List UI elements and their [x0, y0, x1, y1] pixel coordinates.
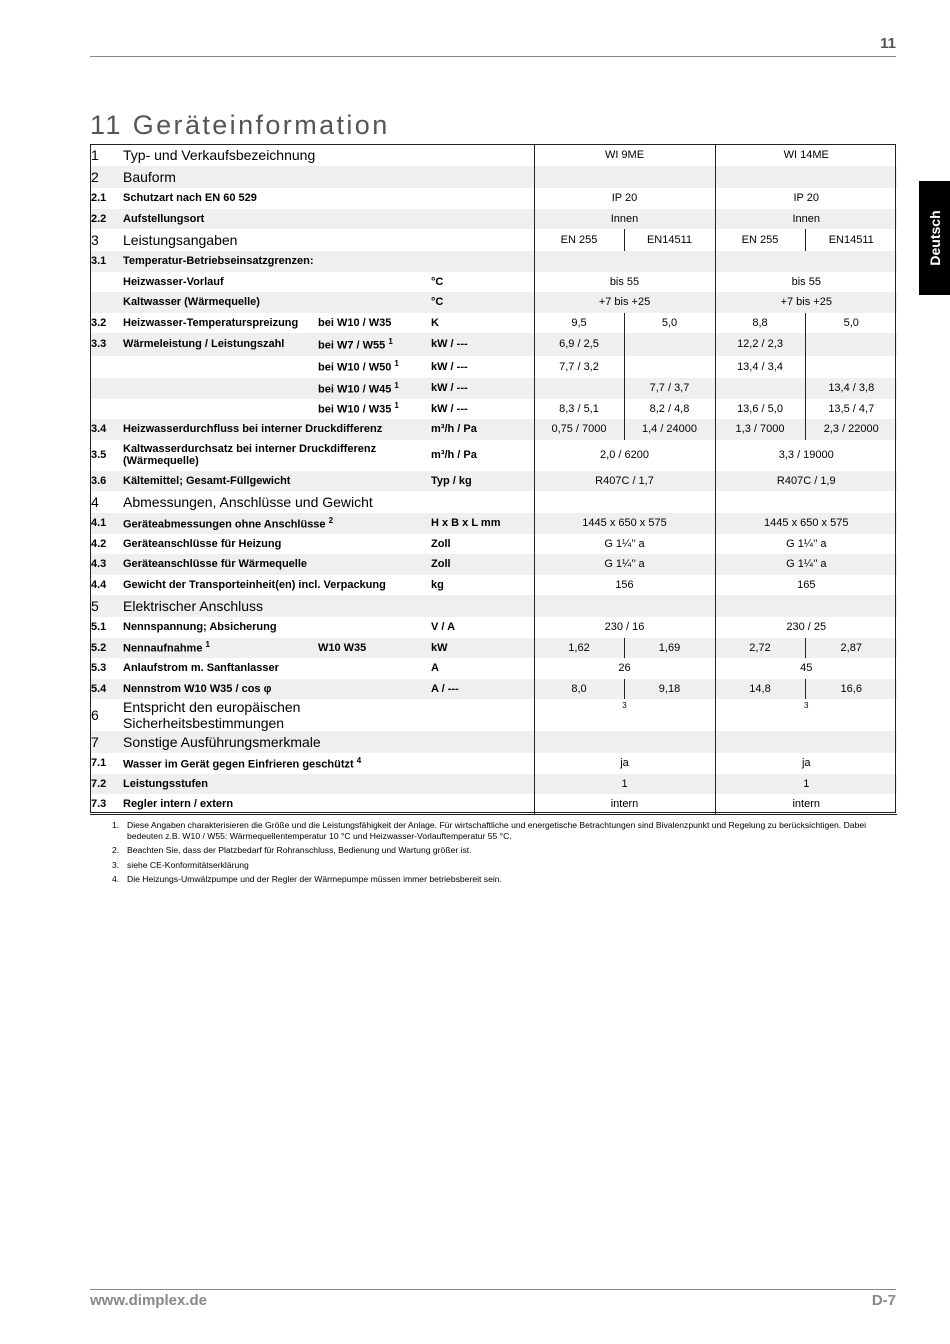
row-number: 4.4 — [91, 578, 107, 591]
value-wi9me — [534, 491, 715, 513]
value-wi9me: Innen — [534, 209, 715, 230]
header-rule — [90, 56, 896, 57]
table-row — [90, 638, 897, 659]
row-unit: kW — [431, 638, 534, 659]
value-wi9me: bis 55 — [534, 272, 715, 293]
row-unit — [431, 229, 534, 251]
row-number — [90, 356, 123, 379]
footnote-ref: 1 — [388, 336, 393, 346]
row-unit: kW / --- — [431, 333, 534, 356]
footnote — [112, 845, 882, 856]
value-wi14me — [715, 731, 897, 753]
value-wi9me — [534, 731, 715, 753]
value-wi9me: +7 bis +25 — [534, 292, 715, 313]
row-unit: m³/h / Pa — [431, 419, 534, 440]
row-label: Nennspannung; Absicherung — [123, 621, 277, 634]
row-unit — [431, 144, 534, 166]
row-number — [90, 292, 123, 313]
table-row — [90, 356, 897, 379]
row-unit — [431, 491, 534, 513]
value-wi9me-b — [624, 333, 715, 356]
value-wi14me — [715, 491, 897, 513]
row-unit: V / A — [431, 621, 456, 634]
value-wi14me: G 1¼’’ a — [715, 534, 897, 555]
table-row — [90, 575, 897, 596]
row-unit — [431, 595, 534, 617]
row-label: Nennaufnahme $^1$ — [123, 638, 318, 659]
value-wi14me-a: 2,72 — [715, 638, 805, 659]
value-wi14me: 165 — [715, 575, 897, 596]
table-row — [90, 794, 897, 815]
row-label: Kältemittel; Gesamt-Füllgewicht — [123, 471, 431, 492]
value-wi9me-a — [534, 378, 624, 399]
value-wi14me-a: 8,8 — [715, 313, 805, 334]
value-wi9me-b: 5,0 — [624, 313, 715, 334]
value-wi14me-b: 2,3 / 22000 — [805, 419, 897, 440]
footnote-number: 2. — [112, 845, 120, 855]
row-condition: bei W7 / W55 $^1$ — [318, 333, 431, 356]
row-label — [123, 399, 318, 420]
table-row — [90, 209, 897, 230]
row-unit — [431, 699, 534, 731]
value-wi9me — [534, 251, 715, 272]
row-number: 3.3 — [90, 333, 123, 356]
row-number: 4 — [91, 494, 99, 510]
value-wi14me: 45 — [715, 658, 897, 679]
table-row — [90, 658, 897, 679]
value-wi9me-b: 1,69 — [624, 638, 715, 659]
value-wi9me: G 1¼’’ a — [534, 534, 715, 555]
value-wi14me-b: EN14511 — [805, 229, 897, 251]
row-number: 7.1 — [91, 757, 107, 770]
row-label — [123, 356, 318, 379]
row-label: Geräteanschlüsse für Heizung — [123, 537, 282, 550]
value-wi14me — [715, 251, 897, 272]
table-row — [90, 419, 897, 440]
value-wi14me: 3,3 / 19000 — [715, 440, 897, 471]
row-unit: Zoll — [431, 554, 534, 575]
spec-table — [90, 144, 897, 815]
value-wi9me-a: 1,62 — [534, 638, 624, 659]
row-condition: bei W10 / W50 $^1$ — [318, 359, 399, 375]
footnote-ref: 1 — [394, 359, 399, 369]
row-number: 2 — [90, 166, 123, 188]
value-wi14me-a: EN 255 — [715, 229, 805, 251]
value-wi9me-a: 0,75 / 7000 — [534, 419, 624, 440]
value-wi14me-b: 16,6 — [805, 679, 897, 700]
value-wi9me: 230 / 16 — [534, 617, 715, 638]
row-label: Leistungsstufen — [123, 774, 431, 795]
row-label: Entspricht den europäischen Sicherheitsbestimmungen — [123, 699, 301, 731]
table-row — [90, 731, 897, 753]
row-number: 6 — [91, 707, 99, 723]
value-wi9me: 3 — [534, 699, 715, 731]
footnote-ref: 1 — [205, 640, 210, 650]
value-wi9me: R407C / 1,7 — [534, 471, 715, 492]
value-wi14me: IP 20 — [715, 188, 897, 209]
value-wi14me-b: 2,87 — [805, 638, 897, 659]
row-unit: K — [431, 316, 439, 329]
chapter-number: 11 — [880, 35, 896, 52]
value-wi9me-a: 8,0 — [534, 679, 624, 700]
row-label: Temperatur-Betriebseinsatzgrenzen: — [123, 251, 431, 272]
row-unit — [431, 166, 534, 188]
value-wi14me: R407C / 1,9 — [715, 471, 897, 492]
footnote-text: Beachten Sie, dass der Platzbedarf für Rohranschluss, Bedienung und Wartung größer ist. — [127, 845, 472, 855]
value-wi9me: 1445 x 650 x 575 — [534, 513, 715, 534]
row-label: Heizwasserdurchfluss bei interner Druckdifferenz — [123, 419, 431, 440]
row-number — [90, 399, 123, 420]
value-wi14me: 3 — [715, 699, 897, 731]
value-wi9me: 1 — [534, 774, 715, 795]
row-condition: bei W10 / W45 $^1$ — [318, 378, 431, 399]
row-label: Geräteanschlüsse für Wärmequelle — [123, 554, 431, 575]
row-unit: A / --- — [431, 679, 534, 700]
table-row — [90, 333, 897, 356]
row-number: 2.2 — [90, 209, 123, 230]
row-unit: A — [431, 662, 439, 675]
value-wi14me-b — [805, 356, 897, 379]
row-unit — [431, 188, 534, 209]
row-number: 1 — [91, 147, 99, 163]
footnote-number: 1. — [112, 820, 120, 830]
row-number: 3.4 — [90, 419, 123, 440]
value-wi14me: G 1¼’’ a — [715, 554, 897, 575]
value-wi9me: ja — [534, 753, 715, 774]
value-wi14me-b: 13,4 / 3,8 — [805, 378, 897, 399]
row-label: Geräteabmessungen ohne Anschlüsse $^2$ — [123, 513, 431, 534]
row-number: 7.3 — [90, 794, 123, 815]
footer-page-number: D-7 — [871, 1292, 896, 1309]
table-row — [90, 554, 897, 575]
footnote-ref: 1 — [394, 401, 399, 411]
value-wi14me-a: 13,6 / 5,0 — [715, 399, 805, 420]
value-wi14me-b: 13,5 / 4,7 — [805, 399, 897, 420]
row-number: 3.5 — [91, 449, 107, 461]
row-label: Elektrischer Anschluss — [123, 595, 431, 617]
table-row — [90, 774, 897, 795]
table-row — [90, 440, 897, 471]
language-tab-label: Deutsch — [926, 210, 943, 266]
table-row — [90, 491, 897, 513]
value-wi9me: 2,0 / 6200 — [534, 440, 715, 471]
value-wi9me — [534, 166, 715, 188]
value-wi14me: Innen — [715, 209, 897, 230]
row-number: 5.2 — [90, 638, 123, 659]
footnote-text: Diese Angaben charakterisieren die Größe und die Leistungsfähigkeit der Anlage. Für wirtschaftliche und energetische Betrachtungen sind Bivalenzpunkt und Regelung zu berücksichtigen. Dabei bedeuten z.B. W10 / W55: Wärmequellentemperatur 10 °C und Heizwasser-Vorlauftemperatur 55 °C. — [127, 820, 867, 841]
row-label: Heizwasser-Vorlauf — [123, 275, 224, 288]
value-wi14me: WI 14ME — [715, 144, 897, 166]
row-unit: Typ / kg — [431, 471, 534, 492]
row-unit — [431, 209, 534, 230]
row-number: 7.2 — [90, 774, 123, 795]
value-wi14me-a — [715, 378, 805, 399]
row-condition: bei W10 / W35 — [318, 316, 392, 329]
table-row — [90, 699, 897, 731]
row-label: Schutzart nach EN 60 529 — [123, 192, 257, 205]
value-wi9me: 156 — [534, 575, 715, 596]
value-wi9me-a: 7,7 / 3,2 — [534, 356, 624, 379]
row-number: 3.6 — [90, 471, 123, 492]
row-label: Typ- und Verkaufsbezeichnung — [123, 147, 316, 163]
table-row — [90, 313, 897, 334]
footnote-ref: 2 — [328, 515, 334, 525]
row-number: 5.4 — [90, 679, 123, 700]
row-number: 3 — [91, 232, 99, 248]
footnote-text: siehe CE-Konformitätserklärung — [127, 859, 249, 870]
table-row — [90, 144, 897, 166]
footnote-ref: 4 — [356, 755, 362, 765]
value-wi9me-b: EN14511 — [624, 229, 715, 251]
row-number — [90, 272, 123, 293]
table-row — [90, 534, 897, 555]
table-row — [90, 166, 897, 188]
footnote — [112, 860, 882, 871]
value-wi9me: WI 9ME — [534, 144, 715, 166]
table-row — [90, 753, 897, 774]
table-row — [90, 595, 897, 617]
value-wi9me-b: 7,7 / 3,7 — [624, 378, 715, 399]
row-unit — [431, 753, 534, 774]
footnote-ref: 1 — [394, 380, 399, 390]
value-wi9me-b: 8,2 / 4,8 — [624, 399, 715, 420]
footnote — [112, 820, 882, 841]
value-wi14me-b — [805, 333, 897, 356]
row-label: Wasser im Gerät gegen Einfrieren geschützt $^4$ — [123, 755, 362, 771]
value-wi14me-a: 13,4 / 3,4 — [715, 356, 805, 379]
value-wi9me-b: 9,18 — [624, 679, 715, 700]
language-tab[interactable] — [919, 181, 950, 295]
table-row — [90, 378, 897, 399]
row-number: 5.3 — [91, 662, 107, 675]
row-unit — [431, 731, 534, 753]
value-wi9me-a: 8,3 / 5,1 — [534, 399, 624, 420]
value-wi14me: 1445 x 650 x 575 — [715, 513, 897, 534]
footnotes — [112, 820, 882, 889]
value-wi9me: IP 20 — [534, 188, 715, 209]
value-wi9me-b — [624, 356, 715, 379]
row-unit: m³/h / Pa — [431, 449, 477, 461]
row-number: 4.3 — [90, 554, 123, 575]
row-unit — [431, 774, 534, 795]
row-unit: °C — [431, 292, 534, 313]
value-wi14me — [715, 166, 897, 188]
page-title: 11 Geräteinformation — [90, 110, 390, 141]
row-label: Anlaufstrom m. Sanftanlasser — [123, 662, 279, 675]
row-unit: kg — [431, 578, 444, 591]
value-wi14me: 230 / 25 — [715, 617, 897, 638]
footer-url[interactable]: www.dimplex.de — [90, 1292, 207, 1309]
value-wi9me: G 1¼’’ a — [534, 554, 715, 575]
value-wi14me: intern — [715, 794, 897, 815]
row-number: 4.2 — [91, 537, 107, 550]
table-row — [90, 617, 897, 638]
footnote-text: Die Heizungs-Umwälzpumpe und der Regler der Wärmepumpe müssen immer betriebsbereit sein. — [127, 874, 502, 884]
row-number: 7 — [90, 731, 123, 753]
table-row — [90, 251, 897, 272]
value-wi14me: 1 — [715, 774, 897, 795]
value-wi14me: +7 bis +25 — [715, 292, 897, 313]
value-wi14me-a: 14,8 — [715, 679, 805, 700]
row-label: Heizwasser-Temperaturspreizung — [123, 316, 299, 329]
row-label: Sonstige Ausführungsmerkmale — [123, 731, 431, 753]
row-number: 5.1 — [91, 621, 107, 634]
value-wi9me: intern — [534, 794, 715, 815]
value-wi14me-b: 5,0 — [805, 313, 897, 334]
row-unit: kW / --- — [431, 378, 534, 399]
row-label: Kaltwasserdurchsatz bei interner Druckdifferenz (Wärmequelle) — [123, 443, 377, 467]
row-condition: W10 W35 — [318, 638, 431, 659]
footer-rule — [90, 1289, 896, 1290]
value-wi9me-a: 6,9 / 2,5 — [534, 333, 624, 356]
row-unit: kW / --- — [431, 402, 468, 415]
row-label: Aufstellungsort — [123, 209, 431, 230]
value-wi9me — [534, 595, 715, 617]
row-number: 3.1 — [90, 251, 123, 272]
row-number: 2.1 — [91, 192, 107, 205]
row-condition: bei W10 / W35 $^1$ — [318, 401, 399, 417]
value-wi14me: ja — [715, 753, 897, 774]
table-row — [90, 471, 897, 492]
row-label: Nennstrom W10 W35 / cos φ — [123, 679, 431, 700]
row-label: Abmessungen, Anschlüsse und Gewicht — [123, 494, 373, 510]
row-label: Leistungsangaben — [123, 232, 238, 248]
value-wi14me-a: 1,3 / 7000 — [715, 419, 805, 440]
row-number: 5 — [90, 595, 123, 617]
value-wi9me-b: 1,4 / 24000 — [624, 419, 715, 440]
value-wi9me-a: 9,5 — [534, 313, 624, 334]
footnote-number: 4. — [112, 874, 120, 884]
value-wi9me-a: EN 255 — [534, 229, 624, 251]
table-row — [90, 229, 897, 251]
row-number: 4.1 — [90, 513, 123, 534]
table-row — [90, 399, 897, 420]
value-wi14me — [715, 595, 897, 617]
value-wi14me: bis 55 — [715, 272, 897, 293]
row-number — [90, 378, 123, 399]
row-unit — [431, 251, 534, 272]
row-label: Wärmeleistung / Leistungszahl — [123, 333, 318, 356]
row-unit: Zoll — [431, 537, 451, 550]
row-label: Gewicht der Transporteinheit(en) incl. Verpackung — [123, 578, 386, 591]
value-wi9me: 26 — [534, 658, 715, 679]
row-label: Kaltwasser (Wärmequelle) — [123, 292, 431, 313]
row-label: Regler intern / extern — [123, 794, 431, 815]
row-unit: H x B x L mm — [431, 513, 534, 534]
value-wi14me-a: 12,2 / 2,3 — [715, 333, 805, 356]
table-row — [90, 272, 897, 293]
row-unit — [431, 794, 534, 815]
table-row — [90, 679, 897, 700]
footnote — [112, 874, 882, 885]
table-row — [90, 292, 897, 313]
footnote-number: 3. — [112, 859, 120, 870]
row-number: 3.2 — [91, 316, 107, 329]
row-unit: kW / --- — [431, 360, 468, 373]
table-row — [90, 188, 897, 209]
row-unit: °C — [431, 275, 444, 288]
row-label: Bauform — [123, 166, 431, 188]
row-label — [123, 378, 318, 399]
table-row — [90, 513, 897, 534]
